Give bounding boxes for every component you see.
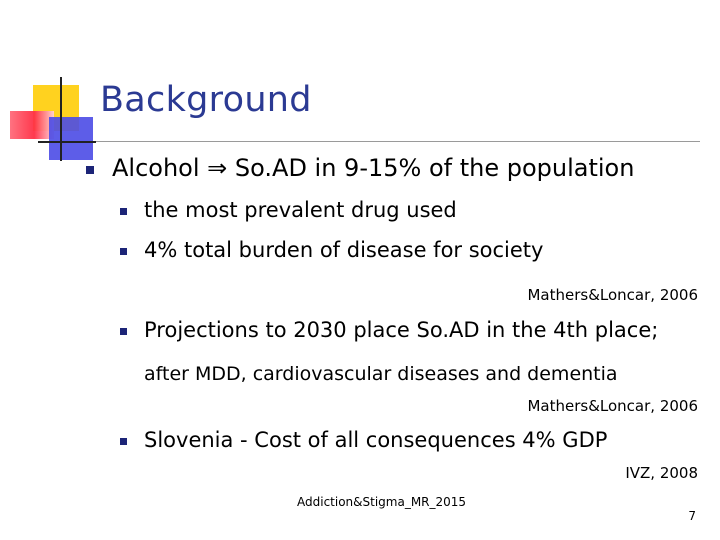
sub-bullet-prevalent: the most prevalent drug used: [144, 198, 457, 222]
bullet-square: [120, 248, 127, 255]
bullet-square: [86, 166, 94, 174]
title-underline: [96, 141, 700, 142]
bullet-square: [120, 438, 127, 445]
bullet-square: [120, 328, 127, 335]
bullet-slovenia: Slovenia - Cost of all consequences 4% GDP: [144, 428, 608, 452]
bullet-square: [120, 208, 127, 215]
bullet-projections: Projections to 2030 place So.AD in the 4th place;: [144, 318, 659, 342]
sub-bullet-burden: 4% total burden of disease for society: [144, 238, 544, 262]
slide-title: Background: [100, 80, 312, 120]
logo-red-bar: [10, 111, 54, 139]
logo-horizontal-line: [38, 141, 96, 143]
decorative-logo: [0, 0, 110, 170]
bullet-alcohol: Alcohol ⇒ So.AD in 9-15% of the population: [112, 154, 635, 182]
citation-3: IVZ, 2008: [625, 464, 698, 482]
footer-text: Addiction&Stigma_MR_2015: [297, 495, 467, 509]
logo-blue-square: [49, 117, 93, 160]
bullet-projections-continued: after MDD, cardiovascular diseases and dementia: [144, 363, 618, 385]
citation-2: Mathers&Loncar, 2006: [527, 397, 698, 415]
page-number: 7: [688, 509, 696, 523]
logo-vertical-line: [60, 77, 62, 161]
citation-1: Mathers&Loncar, 2006: [527, 286, 698, 304]
